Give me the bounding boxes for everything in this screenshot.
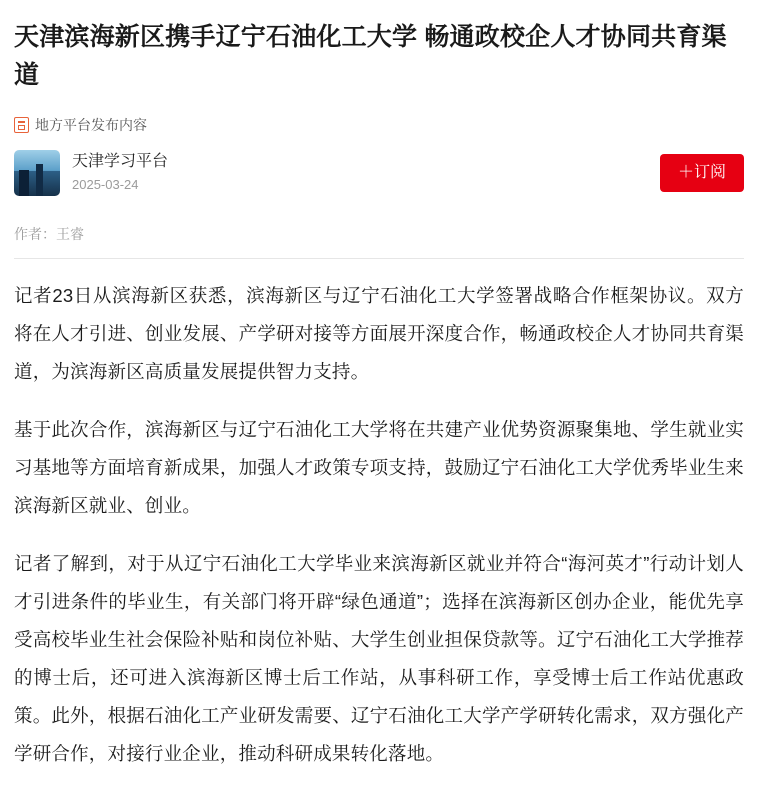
publish-date: 2025-03-24 xyxy=(72,177,139,192)
source-tag xyxy=(14,116,744,134)
body-paragraph: 记者了解到，对于从辽宁石油化工大学毕业来滨海新区就业并符合“海河英才”行动计划人才引进条件的毕业生，有关部门将开辟“绿色通道”；选择在滨海新区创办企业，能优先享受高校毕业生社会保险补贴和岗位补贴、大学生创业担保贷款等。辽宁石油化工大学推荐的博士后，还可进入滨海新区博士后工作站，从事科研工作，享受博士后工作站优惠政策。此外，根据石油化工产业研发需要、辽宁石油化工大学产学研转化需求，双方强化产学研合作，对接行业企业，推动科研成果转化落地。 xyxy=(14,553,744,764)
article-body xyxy=(14,277,744,773)
document-badge-icon xyxy=(14,117,29,133)
avatar[interactable] xyxy=(14,150,60,196)
body-paragraph: 记者23日从滨海新区获悉，滨海新区与辽宁石油化工大学签署战略合作框架协议。双方将在人才引进、创业发展、产学研对接等方面展开深度合作，畅通政校企人才协同共育渠道，为滨海新区高质量发展提供智力支持。 xyxy=(14,285,744,382)
page-title: 天津滨海新区携手辽宁石油化工大学 畅通政校企人才协同共育渠道 xyxy=(14,23,727,89)
source-tag-label: 地方平台发布内容 xyxy=(35,117,147,133)
author-line: 作者：王睿 xyxy=(14,226,84,242)
publisher-meta xyxy=(72,151,660,195)
publisher-name[interactable]: 天津学习平台 xyxy=(72,153,169,170)
divider xyxy=(14,258,744,259)
body-paragraph: 基于此次合作，滨海新区与辽宁石油化工大学将在共建产业优势资源聚集地、学生就业实习基地等方面培育新成果，加强人才政策专项支持，鼓励辽宁石油化工大学优秀毕业生来滨海新区就业、创业。 xyxy=(14,419,744,516)
publisher-row xyxy=(14,150,744,196)
subscribe-button[interactable]: ＋订阅 xyxy=(660,154,744,192)
